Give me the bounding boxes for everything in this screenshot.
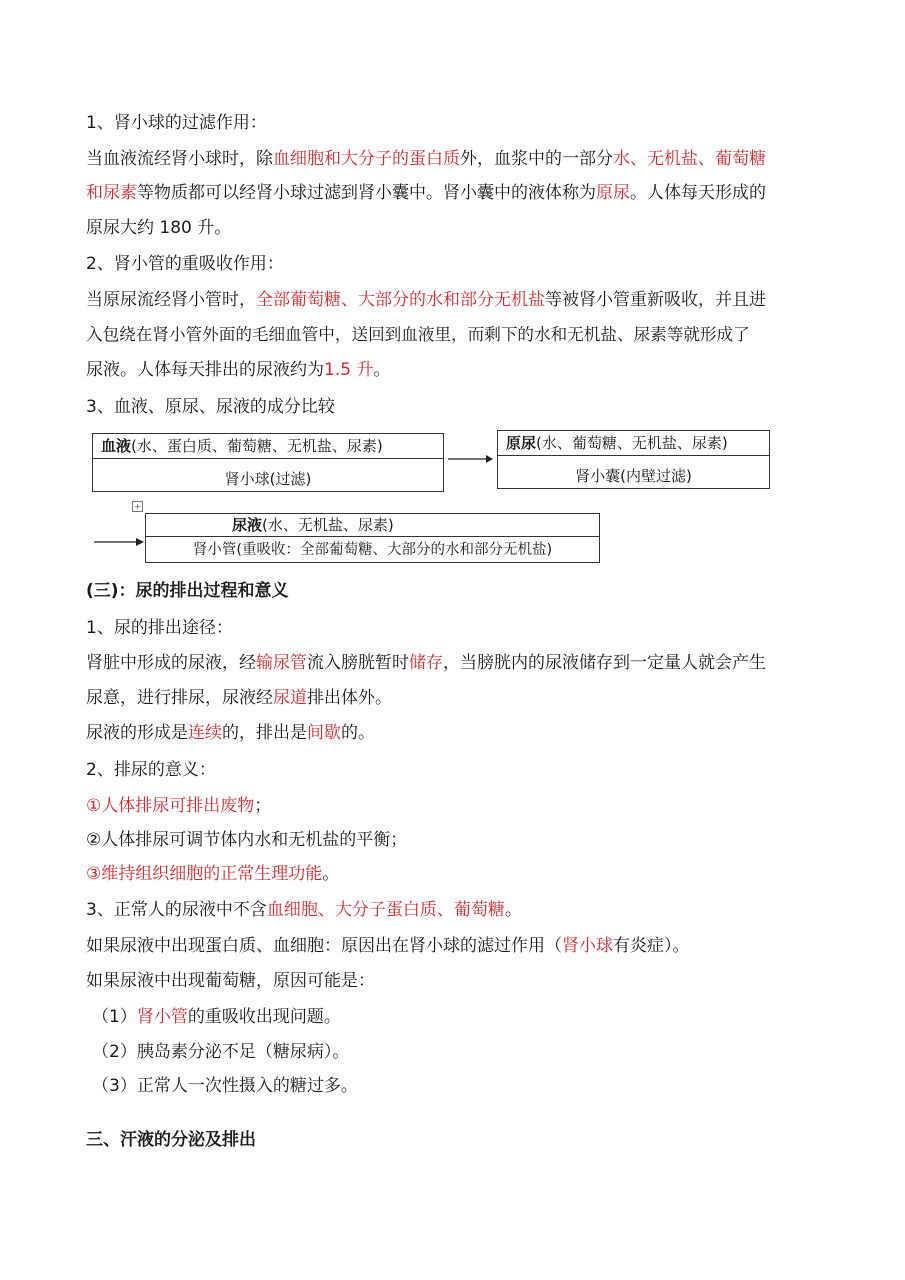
section-1-para-line-3: 原尿大约 180 升。 [86,218,232,238]
section-1-para-line-1: 当血液流经肾小球时，除血细胞和大分子的蛋白质外，血浆中的一部分水、无机盐、葡萄糖 [86,149,766,169]
excretion-1-para-line-1: 肾脏中形成的尿液，经输尿管流入膀胱暂时储存，当膀胱内的尿液储存到一定量人就会产生 [86,653,766,673]
section-2-para-line-2: 入包绕在肾小管外面的毛细血管中，送回到血液里，而剩下的水和无机盐、尿素等就形成了 [86,325,750,344]
section-2-title: 2、肾小管的重吸收作用： [86,254,284,274]
significance-item-3: ③维持组织细胞的正常生理功能。 [86,864,340,884]
excretion-1-para-line-2: 尿意，进行排尿，尿液经尿道排出体外。 [86,688,392,708]
cause-item-3: （3）正常人一次性摄入的糖过多。 [92,1076,358,1096]
excretion-1-para-line-3: 尿液的形成是连续的，排出是间歇的。 [86,723,375,743]
blood-box-header: 血液(水、蛋白质、葡萄糖、无机盐、尿素) [93,434,443,459]
section-2-para-line-1: 当原尿流经肾小管时，全部葡萄糖、大部分的水和部分无机盐等被肾小管重新吸收，并且进 [86,290,766,310]
excretion-3-para-glucose: 如果尿液中出现葡萄糖，原因可能是： [86,971,375,991]
blood-box [92,433,444,492]
arrow-to-urine-icon [92,535,146,549]
cause-item-1: （1）肾小管的重吸收出现问题。 [92,1007,341,1027]
section-1-title: 1、肾小球的过滤作用： [86,113,267,133]
primary-urine-box [497,430,770,489]
blood-box-process: 肾小球(过滤) [224,470,312,488]
table-anchor-icon: + [132,501,143,512]
urine-box-process: 肾小管(重吸收：全部葡萄糖、大部分的水和部分无机盐) [192,542,553,558]
excretion-1-title: 1、尿的排出途径： [86,618,233,638]
arrow-blood-to-primary-icon [446,452,494,466]
cause-item-2: （2）胰岛素分泌不足（糖尿病）。 [92,1042,350,1062]
significance-item-1: ①人体排尿可排出废物； [86,796,272,816]
excretion-3-title: 3、正常人的尿液中不含血细胞、大分子蛋白质、葡萄糖。 [86,900,522,920]
section-2-para-line-3: 尿液。人体每天排出的尿液约为1.5 升。 [86,360,391,380]
excretion-2-title: 2、排尿的意义： [86,760,216,780]
primary-urine-box-header: 原尿(水、葡萄糖、无机盐、尿素) [498,431,769,456]
significance-item-2: ②人体排尿可调节体内水和无机盐的平衡； [86,830,408,850]
urine-box-header: 尿液(水、无机盐、尿素) [146,514,599,537]
urine-box [145,513,600,563]
section-3-title: 3、血液、原尿、尿液的成分比较 [86,397,335,417]
subheading-urine-excretion: (三)：尿的排出过程和意义 [86,581,289,601]
heading-sweat-secretion: 三、汗液的分泌及排出 [86,1130,256,1150]
excretion-3-para-protein: 如果尿液中出现蛋白质、血细胞：原因出在肾小球的滤过作用（肾小球有炎症）。 [86,936,690,956]
section-1-para-line-2: 和尿素等物质都可以经肾小球过滤到肾小囊中。肾小囊中的液体称为原尿。人体每天形成的 [86,183,766,203]
primary-urine-box-process: 肾小囊(内壁过滤) [575,467,692,485]
